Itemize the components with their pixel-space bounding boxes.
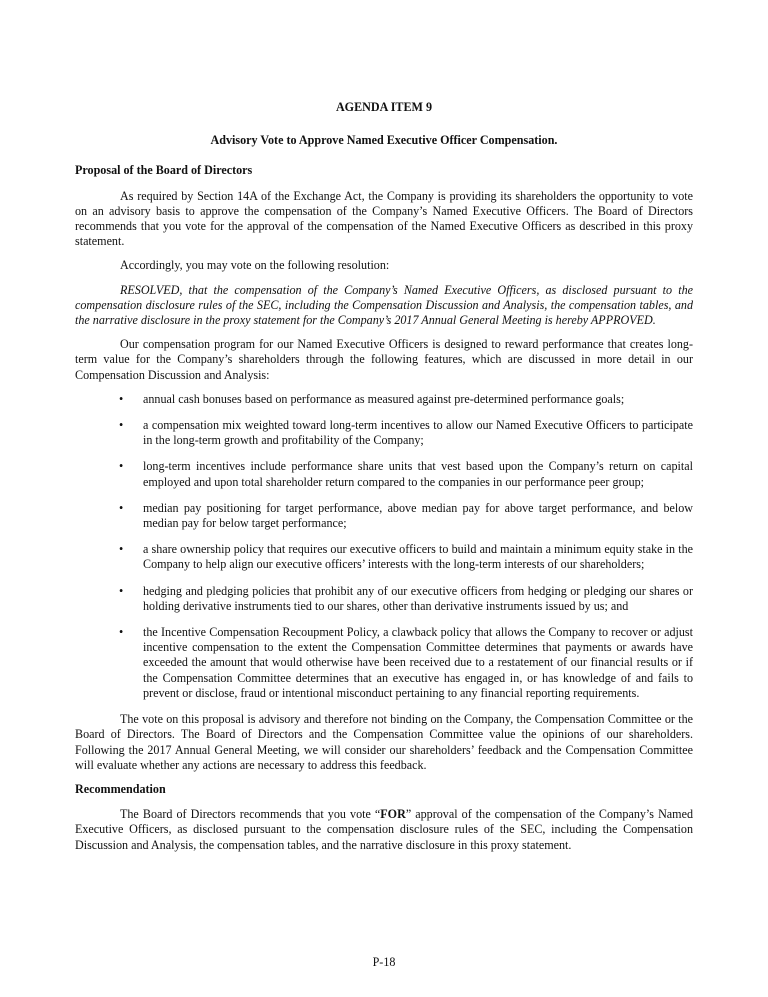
bullet-icon: • [119, 418, 124, 433]
advisory-paragraph: The vote on this proposal is advisory and therefore not binding on the Company, the Compensation Committee or the Board of Directors. The Board of Directors and the Compensation Committee value the opinions of our shareholders. Following the 2017 Annual General Meeting, we will consider our shareholders’ feedback and the Compensation Committee will evaluate whether any actions are necessary to address this feedback. [75, 712, 693, 772]
features-list [75, 392, 693, 701]
proposal-heading: Proposal of the Board of Directors [75, 163, 253, 178]
bullet-icon: • [119, 459, 124, 474]
page-content [75, 100, 693, 853]
bullet-icon: • [119, 583, 124, 598]
bullet-icon: • [119, 625, 124, 640]
recommendation-paragraph [75, 807, 693, 853]
list-item-text: annual cash bonuses based on performance as measured against pre-determined performance goals; [143, 391, 625, 406]
list-item [75, 501, 693, 531]
list-item [75, 459, 693, 489]
recommendation-text-before: The Board of Directors recommends that you vote “ [120, 807, 381, 822]
intro-paragraph: As required by Section 14A of the Exchange Act, the Company is providing its shareholders the opportunity to vote on an advisory basis to approve the compensation of the Company’s Named Executive Officers. The Board of Directors recommends that you vote for the approval of the compensation of the Named Executive Officers as described in this proxy statement. [75, 188, 693, 249]
list-item-text: median pay positioning for target performance, above median pay for above target performance, and below median pay for below target performance; [143, 500, 693, 531]
list-item [75, 542, 693, 572]
proposal-subtitle: Advisory Vote to Approve Named Executive Officer Compensation. [210, 133, 558, 148]
list-item-text: a compensation mix weighted toward long-term incentives to allow our Named Executive Officers to participate in the long-term growth and profitability of the Company; [143, 418, 693, 448]
recommendation-emphasis: FOR [380, 807, 406, 822]
list-item-text: hedging and pledging policies that prohibit any of our executive officers from hedging or pledging our shares or holding derivative instruments tied to our shares, other than derivative instruments issued by us; and [143, 583, 693, 613]
list-item-text: long-term incentives include performance share units that vest based upon the Company’s return on capital employed and upon total shareholder return compared to the companies in our performance peer group; [143, 459, 693, 489]
list-item [75, 584, 693, 614]
bullet-icon: • [119, 542, 124, 557]
recommendation-heading: Recommendation [75, 781, 166, 796]
agenda-item-title: AGENDA ITEM 9 [335, 100, 433, 114]
recommendation-text-after: ” approval of the compensation of the Company’s Named Executive Officers, as disclosed pursuant to the compensation disclosure rules of the SEC, including the Compensation Discussion and Analysis, the compensation tables, and the narrative disclosure in this proxy statement. [75, 807, 693, 852]
bullet-icon: • [119, 391, 124, 406]
resolution-text: RESOLVED, that the compensation of the Company’s Named Executive Officers, as disclosed pursuant to the compensation disclosure rules of the SEC, including the Compensation Discussion and Analysis, the compensation tables, and the narrative disclosure in the proxy statement for the Company’s 2017 Annual General Meeting is hereby APPROVED. [75, 282, 693, 328]
page-number: P-18 [372, 955, 396, 969]
list-item [75, 392, 693, 407]
bullet-icon: • [119, 500, 124, 515]
list-item-text: the Incentive Compensation Recoupment Policy, a clawback policy that allows the Company to recover or adjust incentive compensation to the extent the Compensation Committee determines that payments or awards have exceeded the amount that would otherwise have been received due to a restatement of our financial results or if the Compensation Committee determines that an executive has engaged in, or has knowledge of and fails to prevent or disclose, fraud or intentional misconduct pertaining to any financial reporting requirements. [143, 625, 693, 700]
list-item [75, 625, 693, 701]
resolution-lead-paragraph: Accordingly, you may vote on the following resolution: [120, 258, 390, 273]
list-item [75, 418, 693, 448]
list-item-text: a share ownership policy that requires our executive officers to build and maintain a minimum equity stake in the Company to help align our executive officers’ interests with the long-term interests of our shareholders; [143, 542, 693, 572]
program-paragraph: Our compensation program for our Named Executive Officers is designed to reward performance that creates long-term value for the Company’s shareholders through the following features, which are discussed in more detail in our Compensation Discussion and Analysis: [75, 337, 693, 382]
